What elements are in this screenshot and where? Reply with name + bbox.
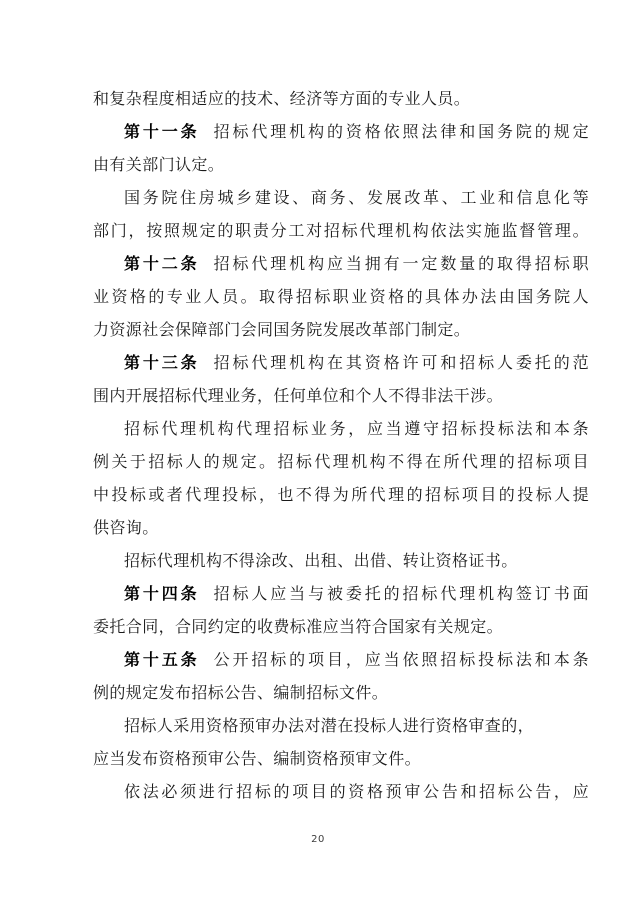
text-line [93, 677, 589, 710]
text-line [93, 710, 589, 743]
article-number: 第十四条 [124, 586, 200, 603]
text-line [93, 446, 589, 479]
line-text: 招标代理机构的资格依照法律和国务院的规定 [213, 124, 589, 141]
text-line [93, 578, 589, 611]
line-text: 部门，按照规定的职责分工对招标代理机构依法实施监督管理。 [93, 223, 589, 240]
text-line [93, 611, 589, 644]
page-number: 20 [311, 834, 325, 845]
document-body-text [93, 83, 589, 809]
text-line [93, 380, 589, 413]
text-line [93, 83, 589, 116]
article-number: 第十一条 [124, 124, 200, 141]
line-text: 由有关部门认定。 [93, 157, 225, 174]
line-text: 公开招标的项目，应当依照招标投标法和本条 [213, 652, 589, 669]
text-line [93, 512, 589, 545]
text-line [93, 413, 589, 446]
article-number: 第十三条 [124, 355, 200, 372]
text-line [93, 116, 589, 149]
text-line [93, 776, 589, 809]
line-text: 招标代理机构应当拥有一定数量的取得招标职 [213, 256, 589, 273]
line-text: 中投标或者代理投标，也不得为所代理的招标项目的投标人提 [93, 487, 589, 504]
line-text: 招标人采用资格预审办法对潜在投标人进行资格审查的， [124, 718, 535, 735]
line-text: 招标代理机构代理招标业务，应当遵守招标投标法和本条 [124, 421, 589, 438]
text-line [93, 644, 589, 677]
line-text: 国务院住房城乡建设、商务、发展改革、工业和信息化等 [124, 190, 589, 207]
line-text: 委托合同，合同约定的收费标准应当符合国家有关规定。 [93, 619, 504, 636]
text-line [93, 479, 589, 512]
line-text: 业资格的专业人员。取得招标职业资格的具体办法由国务院人 [93, 289, 589, 306]
line-text: 围内开展招标代理业务，任何单位和个人不得非法干涉。 [93, 388, 504, 405]
line-text: 供咨询。 [93, 520, 159, 537]
text-line [93, 347, 589, 380]
article-number: 第十五条 [124, 652, 200, 669]
line-text: 例关于招标人的规定。招标代理机构不得在所代理的招标项目 [93, 454, 589, 471]
line-text: 力资源社会保障部门会同国务院发展改革部门制定。 [93, 322, 471, 339]
text-line [93, 545, 589, 578]
text-line [93, 248, 589, 281]
article-number: 第十二条 [124, 256, 200, 273]
line-text: 应当发布资格预审公告、编制资格预审文件。 [93, 751, 422, 768]
text-line [93, 182, 589, 215]
line-text: 招标代理机构不得涂改、出租、出借、转让资格证书。 [124, 553, 518, 570]
line-text: 招标代理机构在其资格许可和招标人委托的范 [213, 355, 589, 372]
line-text: 依法必须进行招标的项目的资格预审公告和招标公告，应 [124, 784, 589, 801]
line-text: 和复杂程度相适应的技术、经济等方面的专业人员。 [93, 91, 471, 108]
text-line [93, 281, 589, 314]
text-line [93, 743, 589, 776]
line-text: 例的规定发布招标公告、编制招标文件。 [93, 685, 389, 702]
text-line [93, 314, 589, 347]
text-line [93, 215, 589, 248]
line-text: 招标人应当与被委托的招标代理机构签订书面 [213, 586, 589, 603]
page-footer [0, 829, 636, 847]
text-line [93, 149, 589, 182]
